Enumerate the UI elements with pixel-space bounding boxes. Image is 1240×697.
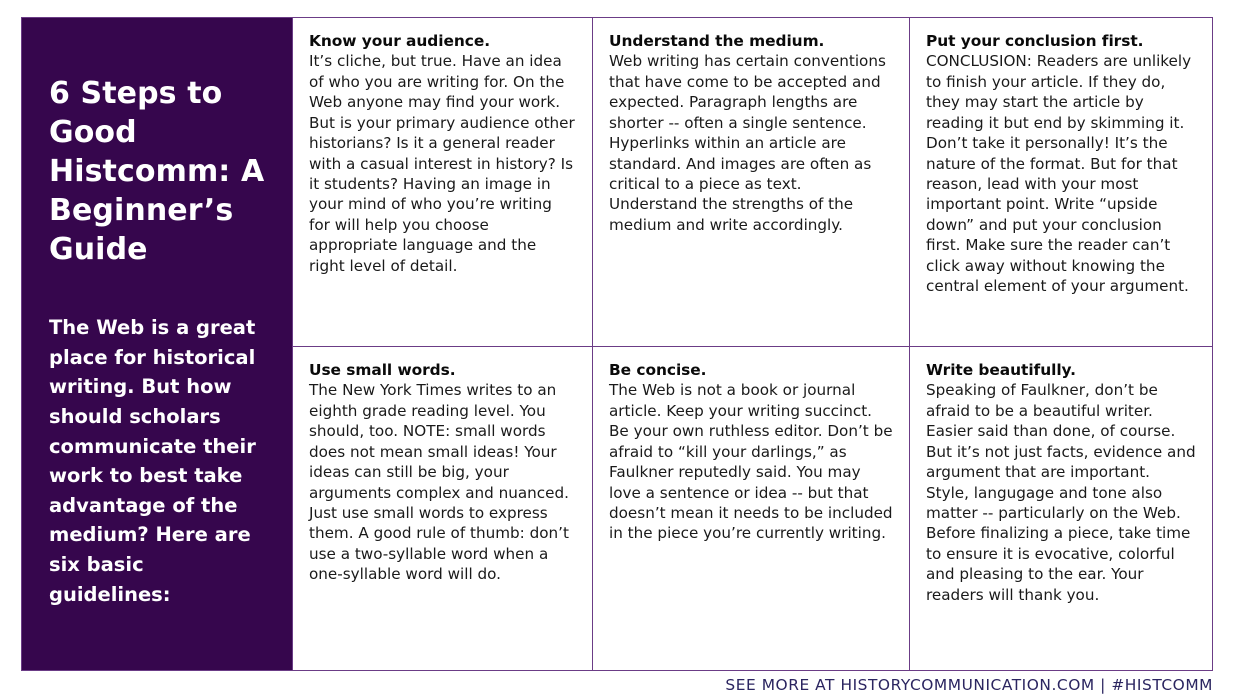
intro-paragraph: The Web is a great place for historical writing. But how should scholars communicate their work to best take advantage of the medium? Here are six basic guidelines:	[49, 316, 256, 606]
step-body-6: Speaking of Faulkner, don’t be afraid to be a beautiful writer. Easier said than done, of course. But it’s not just facts, evidence and argument that are important. Style, langugage and tone also matter -- particularly on the Web. Before finalizing a piece, take time to ensure it is evocative, colorful and pleasing to the ear. Your readers will thank you.	[926, 381, 1196, 604]
step-card-5	[592, 347, 909, 670]
step-heading-6: Write beautifully.	[926, 361, 1076, 379]
footer-attribution: SEE MORE AT HISTORYCOMMUNICATION.COM | #HISTCOMM	[725, 676, 1213, 694]
step-heading-5: Be concise.	[609, 361, 707, 379]
step-body-5: The Web is not a book or journal article. Keep your writing succinct. Be your own ruthless editor. Don’t be afraid to “kill your darlings,” as Faulkner reputedly said. You may love a sentence or idea -- but that doesn’t mean it needs to be included in the piece you’re currently writing.	[609, 381, 893, 543]
step-heading-4: Use small words.	[309, 361, 456, 379]
step-card-3	[909, 18, 1212, 346]
steps-row-top	[292, 18, 1212, 347]
title-panel	[22, 18, 292, 670]
steps-row-bottom	[292, 347, 1212, 670]
step-body-3: CONCLUSION: Readers are unlikely to finish your article. If they do, they may start the article by reading it but end by skimming it. Don’t take it personally! It’s the nature of the format. But for that reason, lead with your most important point. Write “upside down” and put your conclusion first. Make sure the reader can’t click away without knowing the central element of your argument.	[926, 52, 1192, 296]
page-title: 6 Steps to Good Histcomm: A Beginner’s Guide	[49, 76, 265, 267]
step-body-4: The New York Times writes to an eighth grade reading level. You should, too. NOTE: small words does not mean small ideas! Your ideas can still be big, your arguments complex and nuanced. Just use small words to express them. A good rule of thumb: don’t use a two-syllable word when a one-syllable word will do.	[309, 381, 569, 584]
step-card-4	[292, 347, 592, 670]
step-heading-3: Put your conclusion first.	[926, 32, 1144, 50]
step-body-2: Web writing has certain conventions that have come to be accepted and expected. Paragraph lengths are shorter -- often a single sentence. Hyperlinks within an article are standard. And images are often as critical to a piece as text. Understand the strengths of the medium and write accordingly.	[609, 52, 886, 234]
step-heading-2: Understand the medium.	[609, 32, 825, 50]
step-heading-1: Know your audience.	[309, 32, 491, 50]
step-card-1	[292, 18, 592, 346]
step-card-2	[592, 18, 909, 346]
infographic-grid	[21, 17, 1213, 671]
step-card-6	[909, 347, 1212, 670]
step-body-1: It’s cliche, but true. Have an idea of who you are writing for. On the Web anyone may find your work. But is your primary audience other historians? Is it a general reader with a casual interest in history? Is it students? Having an image in your mind of who you’re writing for will help you choose appropriate language and the right level of detail.	[309, 52, 575, 275]
steps-area	[292, 18, 1212, 670]
